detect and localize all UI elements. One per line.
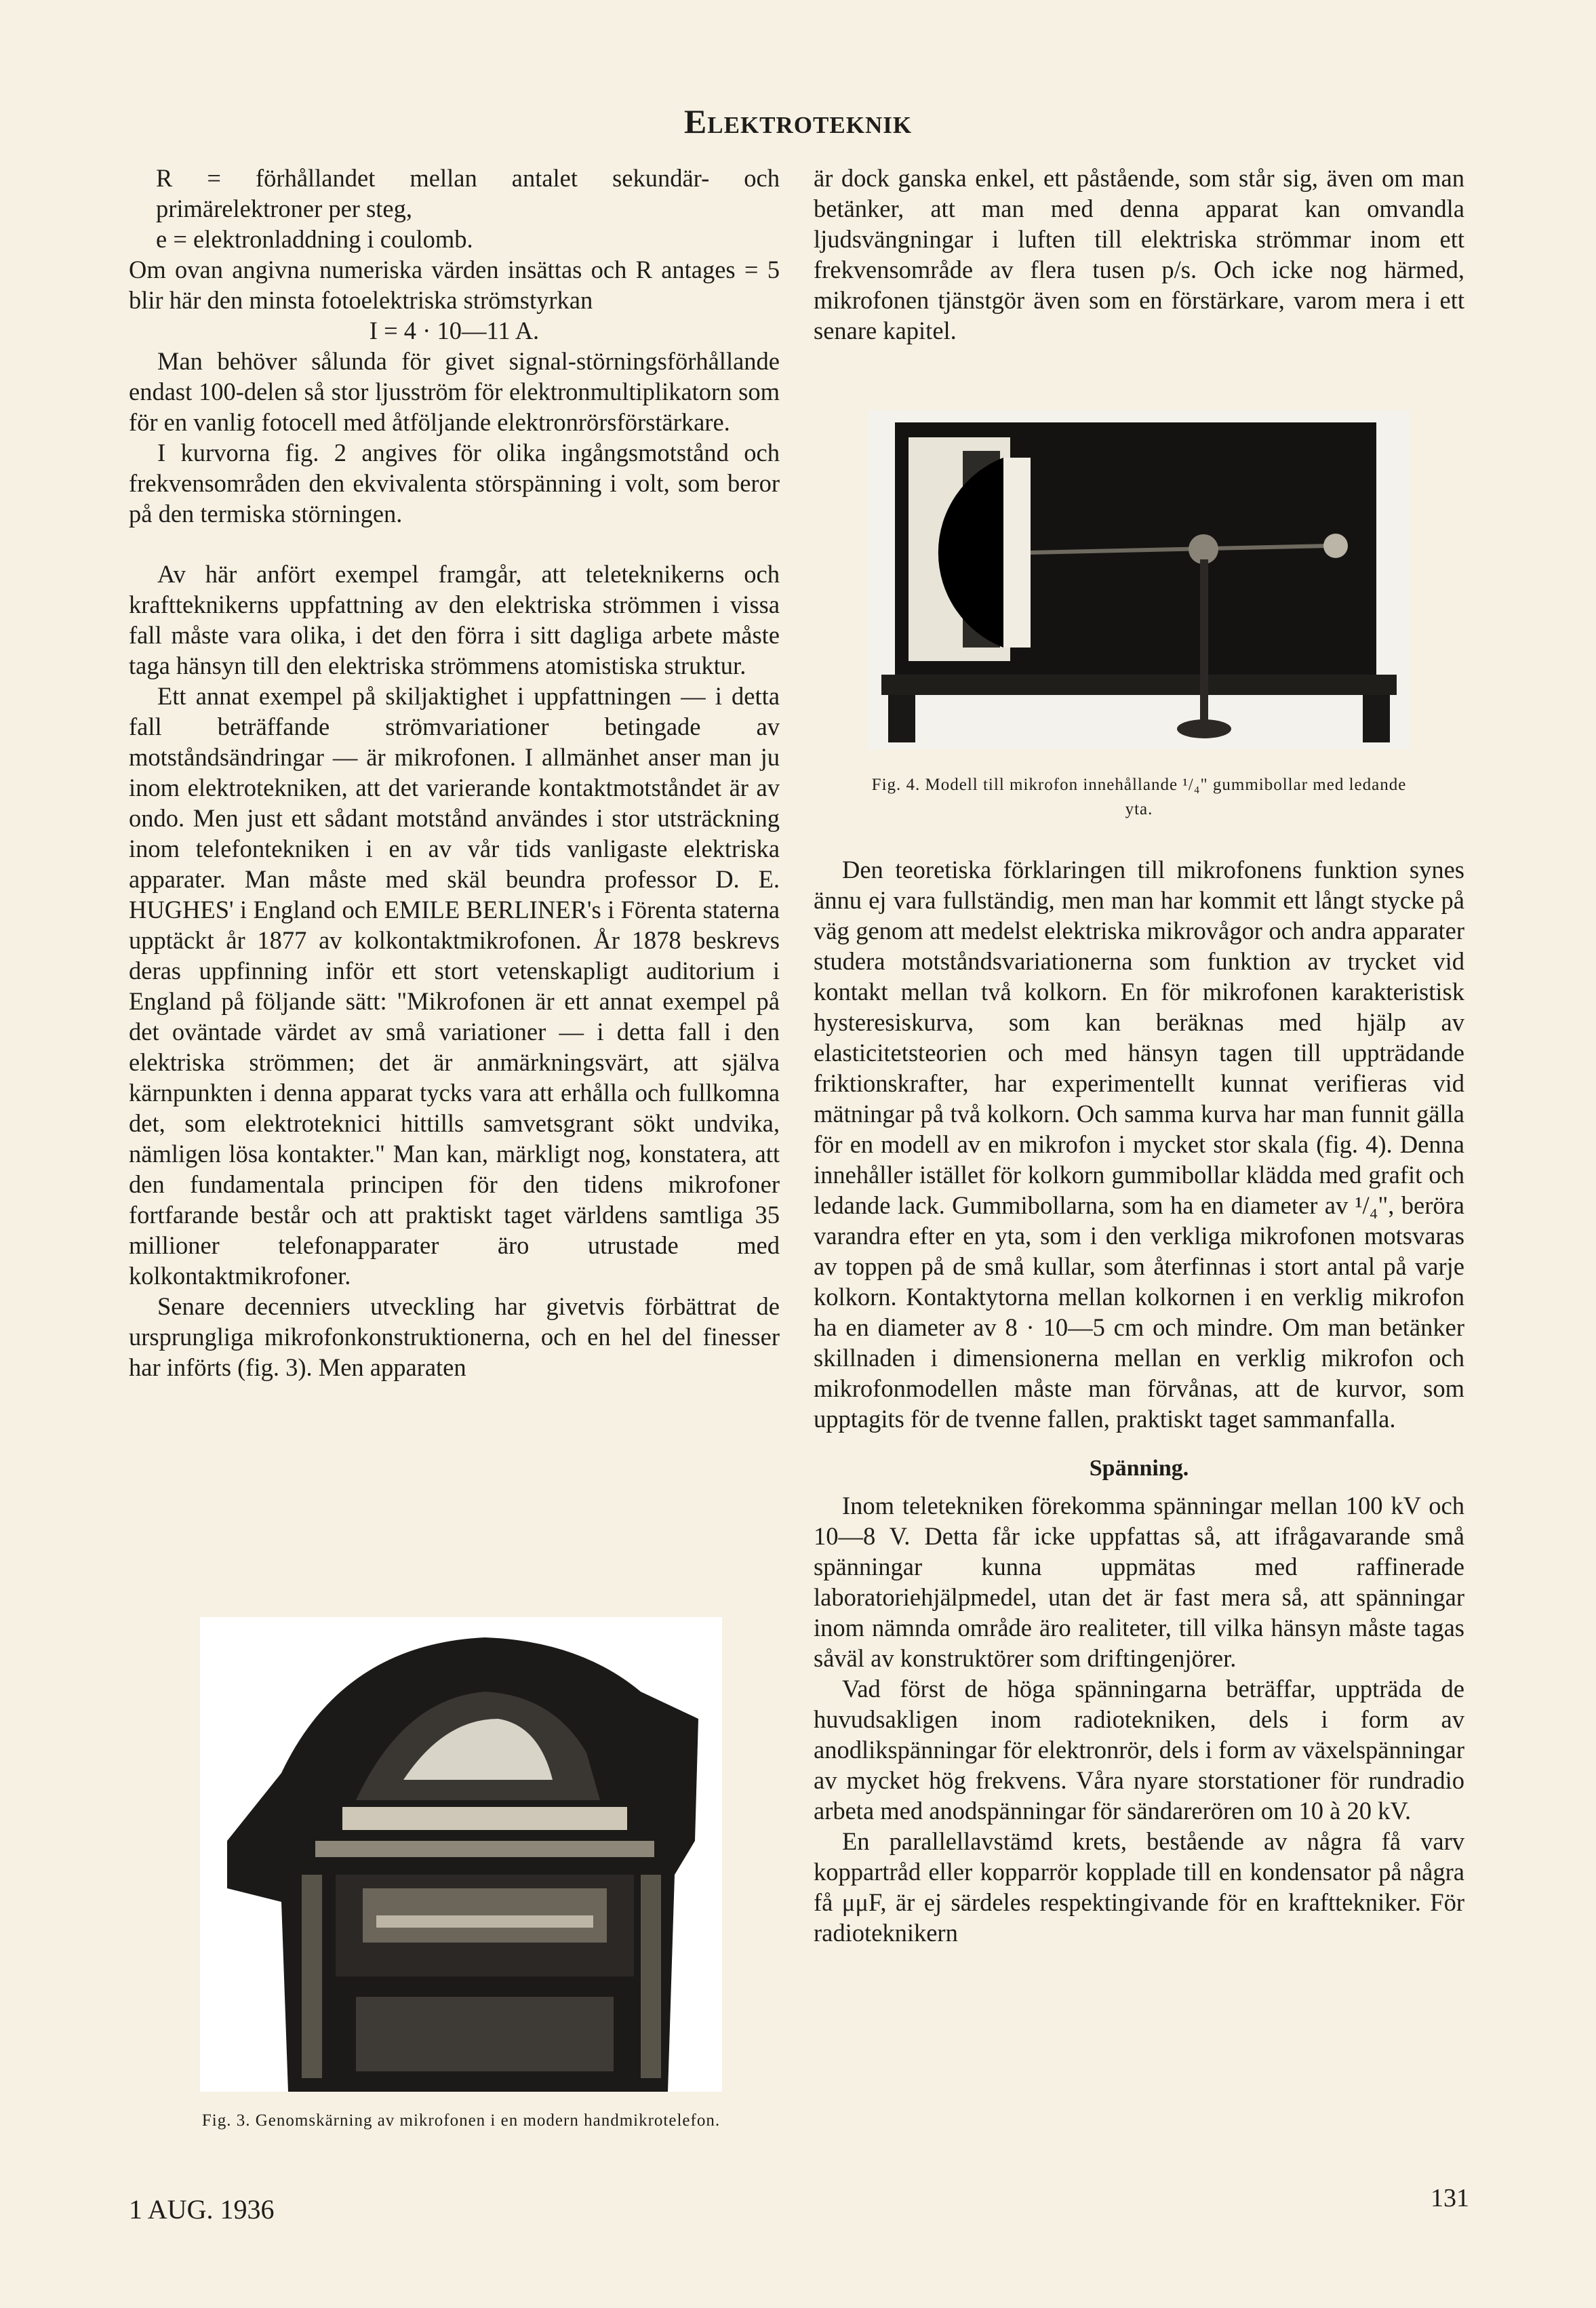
definition-e: e = elektronladdning i coulomb. <box>156 225 473 253</box>
microphone-model-photo <box>868 410 1410 749</box>
paragraph: En parallellavstämd krets, bestående av några få varv koppartråd eller kopparrör kopplade till en kondensator på några få μμF, är ej särdeles respektingivande för en krafttekniker. För radioteknikern <box>814 1827 1464 1947</box>
paragraph: Om ovan angivna numeriska värden insättas och R antages = 5 blir här den minsta fotoelektriska strömstyrkan <box>129 256 780 314</box>
section-heading: Spänning. <box>1089 1456 1189 1481</box>
paragraph: Senare decenniers utveckling har givetvis förbättrat de ursprungliga mikrofonkonstruktionerna, och en hel del finesser har införts (fig. 3). Men apparaten <box>129 1292 780 1381</box>
figure-3-caption: Fig. 3. Genomskärning av mikrofonen i en modern handmikrotelefon. <box>201 2111 721 2130</box>
right-column-bottom <box>814 854 1464 1948</box>
paragraph: Ett annat exempel på skiljaktighet i uppfattningen — i detta fall beträffande strömvariationer betingade av motståndsändringar — är mikrofonen. I allmänhet anser man ju inom elektrotekniken, att det varierande kontaktmotståndet är av ondo. Men just ett sådant motstånd användes i stor utsträckning inom telefontekniken i en av vår tids vanligaste elektriska apparater. Man måste med skäl beundra professor D. E. HUGHES' i England och EMILE BERLINER's i Förenta staterna upptäckt år 1877 av kolkontaktmikrofonen. År 1878 beskrevs deras uppfinning inför ett stort vetenskapligt auditorium i England på följande sätt: "Mikrofonen är ett annat exempel på det oväntade värdet av små variationer — i detta fall i den elektriska strömmen; det är anmärkningsvärt, att själva kärnpunkten i denna apparat tycks vara att erhålla och fullkomna det, som elektroteknici hittills samvetsgrant sökt undvika, nämligen lösa kontakter." Man kan, märkligt nog, konstatera, att den fundamentala principen för den tidens mikrofoner fortfarande består och att praktiskt taget världens samtliga 35 millioner telefonapparater äro utrustade med kolkontaktmikrofoner. <box>129 682 780 1290</box>
figure-4-microphone-model <box>868 410 1410 824</box>
issue-date: 1 AUG. 1936 <box>129 2194 275 2225</box>
figure-4-caption: Fig. 4. Modell till mikrofon innehållande ¹/₄" gummibollar med ledande yta. <box>871 776 1407 818</box>
right-column-top <box>814 163 1464 346</box>
paragraph: Vad först de höga spänningarna beträffar, uppträda de huvudsakligen inom radiotekniken, dels i form av anodlikspänningar för elektronrör, dels i form av växelspänningar av mycket hög frekvens. Våra nyare storstationer för rundradio arbeta med anodspänningar för sändarerören om 10 à 20 kV. <box>814 1675 1464 1825</box>
running-header: Elektroteknik <box>683 102 913 140</box>
page-number: 131 <box>1431 2184 1469 2212</box>
paragraph: Den teoretiska förklaringen till mikrofonens funktion synes ännu ej vara fullständig, men man har kommit ett långt stycke på väg genom att medelst elektriska mikrovågor och andra apparater studera motståndsvariationerna som funktion av trycket vid kontakt mellan två kolkorn. En för mikrofonen karakteristisk hysteresiskurva, som kan beräknas med hjälp av elasticitetsteorien och med hänsyn tagen till uppträdande friktionskrafter, har experimentellt kunnat verifieras vid mätningar på två kolkorn. Och samma kurva har man funnit gälla för en modell av en mikrofon i mycket stor skala (fig. 4). Denna innehåller istället för kolkorn gummibollar klädda med grafit och ledande lack. Gummibollarna, som ha en diameter av ¹/₄", beröra varandra efter en yta, som i den verkliga mikrofonen motsvaras av toppen på de små kullar, som återfinnas i stort antal på varje kolkorn. Kontaktytorna mellan kolkornen i en verklig mikrofon ha en diameter av 8 · 10—5 cm och mindre. Om man betänker skillnaden i dimensionerna mellan en verklig mikrofon och mikrofonmodellen måste man förvånas, att de kurvor, som upptagits för de tvenne fallen, praktiskt taget sammanfalla. <box>814 856 1464 1433</box>
definition-R: R = förhållandet mellan antalet sekundär- och primärelektroner per steg, <box>156 164 780 222</box>
figure-3-microphone-cross-section <box>200 1617 722 2130</box>
left-column <box>129 163 780 1382</box>
formula: I = 4 · 10—11 A. <box>369 317 540 344</box>
paragraph: I kurvorna fig. 2 angives för olika ingångsmotstånd och frekvensområden den ekvivalenta störspänning i volt, som beror på den termiska störningen. <box>129 439 780 528</box>
paragraph: Av här anfört exempel framgår, att teleteknikerns och kraftteknikerns uppfattning av den elektriska strömmen i vissa fall måste vara olika, i det den förra i sitt dagliga arbete måste taga hänsyn till den elektriska strömmens atomistiska struktur. <box>129 560 780 679</box>
paragraph: Man behöver sålunda för givet signal-störningsförhållande endast 100-delen så stor ljusström för elektronmultiplikatorn som för en vanlig fotocell med åtföljande elektronrörsförstärkare. <box>129 347 780 436</box>
paragraph: Inom teletekniken förekomma spänningar mellan 100 kV och 10—8 V. Detta får icke uppfattas så, att ifrågavarande små spänningar kunna uppmätas med raffinerade laboratoriehjälpmedel, utan det är fast mera så, att spänningar inom nämnda område äro realiteter, till vilka hänsyn måste tagas såväl av konstruktörer som driftingenjörer. <box>814 1492 1464 1672</box>
microphone-cross-section-image <box>200 1617 722 2092</box>
paragraph: är dock ganska enkel, ett påstående, som står sig, även om man betänker, att man med denna apparat kan omvandla ljudsvängningar i luften till elektriska strömmar inom ett frekvensområde av flera tusen p/s. Och icke nog härmed, mikrofonen tjänstgör även som en förstärkare, varom mera i ett senare kapitel. <box>814 164 1464 344</box>
